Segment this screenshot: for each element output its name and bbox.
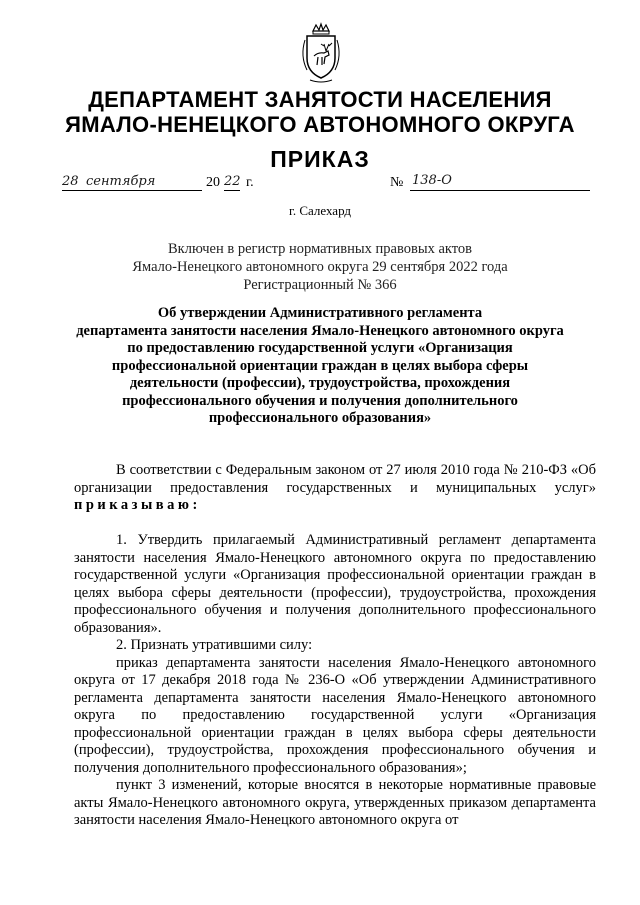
preamble-text: В соответствии с Федеральным законом от 27 июля 2010 года № 210-ФЗ «Об организации предоставления государственных и муниципальных услуг» bbox=[74, 462, 596, 496]
date-day: 28 bbox=[62, 174, 79, 189]
registration-line2: Ямало-Ненецкого автономного округа 29 сентября 2022 года bbox=[132, 259, 508, 275]
subject-line: деятельности (профессии), трудоустройства, прохождения bbox=[129, 375, 511, 391]
order-word: приказываю: bbox=[74, 497, 201, 513]
subject-line: профессионального обучения и получения дополнительного bbox=[122, 392, 518, 409]
item-2-sub-2: пункт 3 изменений, которые вносятся в некоторые нормативные правовые акты Ямало-Ненецкого автономного округа, утвержденных приказом департамента занятости населения Ямало-Ненецкого автономного округа от bbox=[74, 777, 596, 828]
date-year-handwritten: 22 bbox=[224, 174, 241, 189]
subject-line: департамента занятости населения Ямало-Ненецкого автономного округа bbox=[76, 322, 564, 339]
subject-line: Об утверждении Административного регламента bbox=[157, 305, 483, 321]
document-type-title: ПРИКАЗ bbox=[270, 146, 370, 172]
order-subject bbox=[72, 305, 568, 428]
item-1: 1. Утвердить прилагаемый Административный регламент департамента занятости населения Ямало-Ненецкого автономного округа по предоставлению государственной услуги «Организация профессиональной ориентации граждан в целях выбора сферы деятельности (профессии), трудоустройства, прохождения профессионального обучения и получения дополнительного профессионального образования». bbox=[74, 532, 596, 636]
department-name-line2: ЯМАЛО-НЕНЕЦКОГО АВТОНОМНОГО ОКРУГА bbox=[65, 112, 575, 137]
city-name: г. Салехард bbox=[288, 203, 352, 218]
subject-line: профессионального образования» bbox=[208, 410, 432, 426]
order-date bbox=[62, 172, 312, 194]
date-month: сентября bbox=[86, 174, 156, 189]
order-number bbox=[390, 172, 600, 194]
registration-line3: Регистрационный № 366 bbox=[243, 277, 397, 293]
preamble-paragraph bbox=[74, 462, 596, 515]
yamal-nenets-coat-of-arms-icon bbox=[298, 22, 344, 84]
subject-line: профессиональной ориентации граждан в целях выбора сферы bbox=[111, 357, 529, 374]
number-value: 138-О bbox=[412, 173, 452, 188]
date-year-prefix: 20 bbox=[206, 175, 220, 190]
item-2-sub-1: приказ департамента занятости населения Ямало-Ненецкого автономного округа от 17 декабря 2018 года № 236-О «Об утверждении Административного регламента департамента занятости населения Ямало-Ненецкого автономного округа по предоставлению государственной услуги «Организация профессиональной ориентации граждан в целях выбора сферы деятельности (профессии), трудоустройства, прохождения профессионального обучения и получения дополнительного профессионального образования»; bbox=[74, 654, 596, 776]
date-year-abbr: г. bbox=[246, 175, 254, 190]
item-2: 2. Признать утратившими силу: bbox=[116, 637, 313, 653]
date-underline bbox=[62, 190, 202, 191]
department-name-line1: ДЕПАРТАМЕНТ ЗАНЯТОСТИ НАСЕЛЕНИЯ bbox=[88, 87, 552, 112]
order-items bbox=[74, 532, 596, 830]
subject-line: по предоставлению государственной услуги «Организация bbox=[127, 340, 513, 356]
year-underline bbox=[224, 190, 240, 191]
number-underline bbox=[410, 190, 590, 191]
registration-line1: Включен в регистр нормативных правовых актов bbox=[168, 241, 472, 257]
number-sign: № bbox=[390, 175, 404, 190]
registration-stamp bbox=[80, 240, 560, 294]
